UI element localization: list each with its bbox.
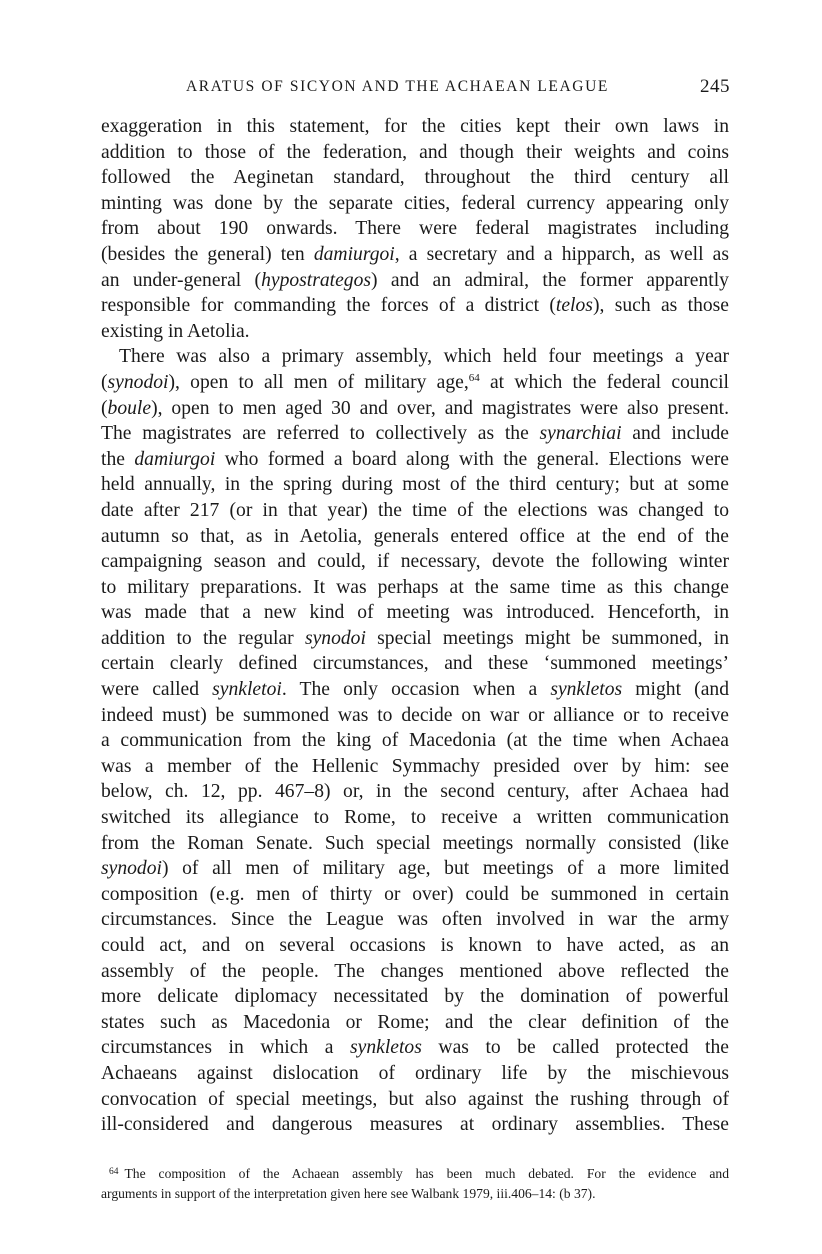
text-line: composition (e.g. men of thirty or over) could be summoned in certain	[101, 883, 729, 905]
text-line: The magistrates are referred to collectively as the synarchiai and include	[101, 423, 729, 445]
text-line: assembly of the people. The changes mentioned above reflected the	[101, 960, 729, 982]
paragraph-first-line: There was also a primary assembly, which held four meetings a year	[119, 346, 729, 368]
text-line: circumstances. Since the League was often involved in war the army	[101, 909, 729, 931]
text-line: circumstances in which a synkletos was to be called protected the	[101, 1037, 729, 1059]
text-line: Achaeans against dislocation of ordinary life by the mischievous	[101, 1062, 729, 1084]
running-title: ARATUS OF SICYON AND THE ACHAEAN LEAGUE	[186, 78, 609, 95]
text-line: synodoi) of all men of military age, but meetings of a more limited	[101, 858, 729, 880]
text-line: minting was done by the separate cities, federal currency appearing only	[101, 192, 729, 214]
text-line: from about 190 onwards. There were federal magistrates including	[101, 218, 729, 240]
running-head	[100, 78, 730, 102]
footnote	[101, 1164, 729, 1203]
text-line: followed the Aeginetan standard, throughout the third century all	[101, 167, 729, 189]
text-line: states such as Macedonia or Rome; and the clear definition of the	[101, 1011, 729, 1033]
footnote-marker: 64	[109, 1167, 119, 1177]
text-line: addition to those of the federation, and though their weights and coins	[101, 141, 729, 163]
text-line: (synodoi), open to all men of military age,$^{64}$ at which the federal council	[101, 371, 729, 393]
text-line: from the Roman Senate. Such special meetings normally consisted (like	[101, 832, 729, 854]
text-line: addition to the regular synodoi special meetings might be summoned, in	[101, 627, 729, 649]
text-line: existing in Aetolia.	[101, 320, 250, 342]
text-line: more delicate diplomacy necessitated by the domination of powerful	[101, 986, 729, 1008]
text-line: (besides the general) ten damiurgoi, a secretary and a hipparch, as well as	[101, 243, 729, 265]
text-line: autumn so that, as in Aetolia, generals entered office at the end of the	[101, 525, 729, 547]
text-line: the damiurgoi who formed a board along with the general. Elections were	[101, 448, 729, 470]
text-line: responsible for commanding the forces of a district (telos), such as those	[101, 295, 729, 317]
text-line: held annually, in the spring during most of the third century; but at some	[101, 474, 729, 496]
text-line: indeed must) be summoned was to decide on war or alliance or to receive	[101, 704, 729, 726]
text-line: was made that a new kind of meeting was introduced. Henceforth, in	[101, 602, 729, 624]
text-line: below, ch. 12, pp. 467–8) or, in the second century, after Achaea had	[101, 781, 729, 803]
text-line: exaggeration in this statement, for the cities kept their own laws in	[101, 116, 729, 137]
page-number: 245	[700, 76, 730, 97]
footnote-first-line	[101, 1164, 729, 1184]
text-line: certain clearly defined circumstances, and these ‘summoned meetings’	[101, 653, 729, 675]
text-line: convocation of special meetings, but also against the rushing through of	[101, 1088, 729, 1110]
text-line: campaigning season and could, if necessary, devote the following winter	[101, 551, 729, 573]
text-line: could act, and on several occasions is known to have acted, as an	[101, 935, 729, 956]
text-line: (boule), open to men aged 30 and over, and magistrates were also present.	[101, 397, 729, 419]
text-line: a communication from the king of Macedonia (at the time when Achaea	[101, 730, 729, 752]
footnote-line: arguments in support of the interpretation given here see Walbank 1979, iii.406–14: (b 37).	[101, 1185, 596, 1201]
text-line: were called synkletoi. The only occasion when a synkletos might (and	[101, 679, 729, 701]
text-line: ill-considered and dangerous measures at ordinary assemblies. These	[101, 1114, 729, 1136]
text-line: date after 217 (or in that year) the time of the elections was changed to	[101, 499, 729, 521]
text-line: was a member of the Hellenic Symmachy presided over by him: see	[101, 755, 729, 777]
text-line: switched its allegiance to Rome, to receive a written communication	[101, 807, 729, 829]
footnote-text: The composition of the Achaean assembly has been much debated. For the evidence and	[124, 1166, 729, 1181]
text-line: an under-general (hypostrategos) and an admiral, the former apparently	[101, 269, 729, 291]
text-line: to military preparations. It was perhaps at the same time as this change	[101, 576, 729, 598]
body-text	[101, 114, 729, 1138]
